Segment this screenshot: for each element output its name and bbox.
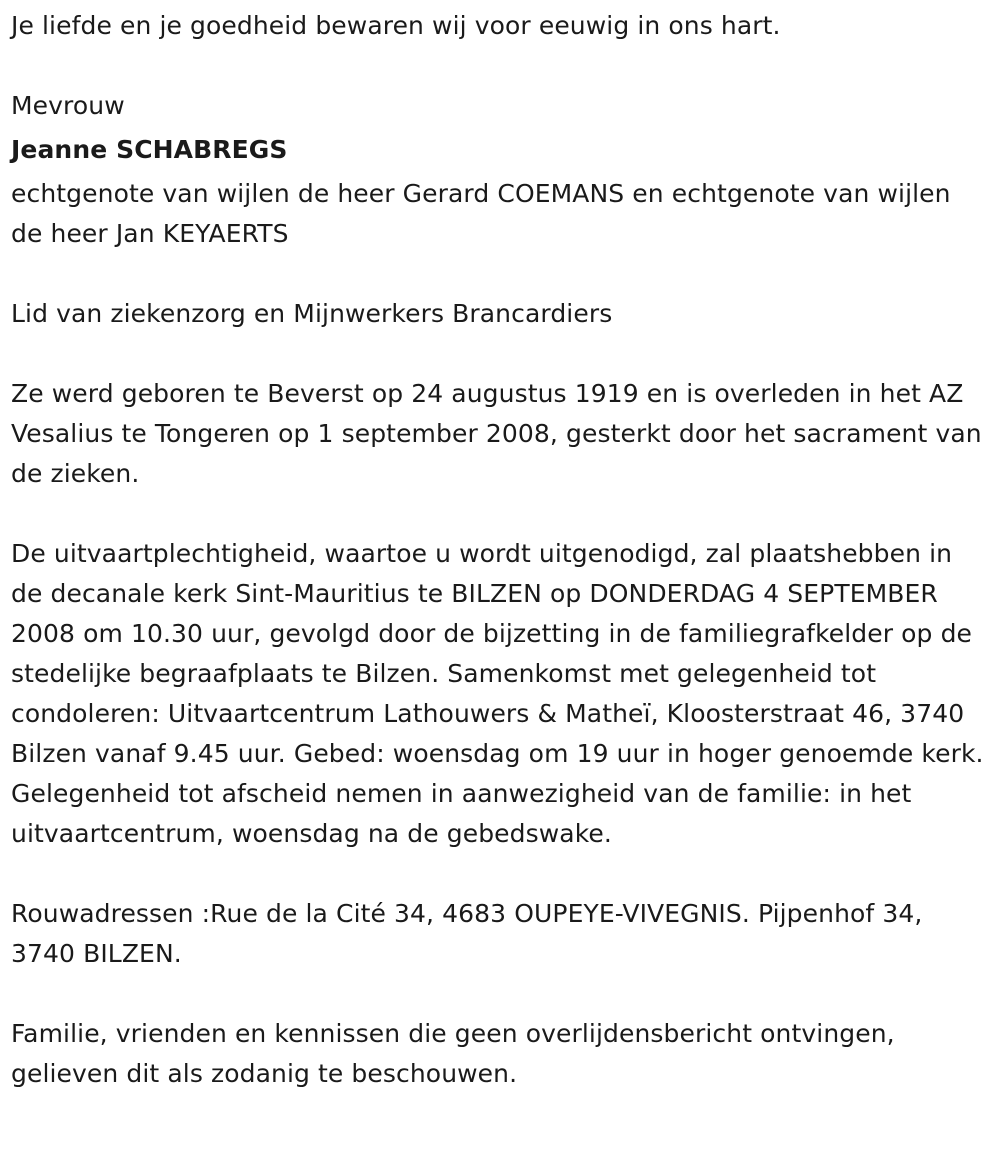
spacer [11, 854, 986, 894]
spacer [11, 494, 986, 534]
spacer [11, 974, 986, 1014]
funeral-text: De uitvaartplechtigheid, waartoe u wordt uitgenodigd, zal plaatshebben in de decanale kerk Sint-Mauritius te BILZEN op DONDERDAG 4 SEPTEMBER 2008 om 10.30 uur, gevolgd door de bijzetting in de familiegrafkelder op de stedelijke begraafplaats te Bilzen. Samenkomst met gelegenheid tot condoleren: Uitvaartcentrum Lathouwers & Matheï, Kloosterstraat 46, 3740 Bilzen vanaf 9.45 uur. Gebed: woensdag om 19 uur in hoger genoemde kerk. Gelegenheid tot afscheid nemen in aanwezigheid van de familie: in het uitvaartcentrum, woensdag na de gebedswake. [11, 539, 984, 848]
relation-text: echtgenote van wijlen de heer Gerard COEMANS en echtgenote van wijlen de heer Jan KEYAERTS [11, 179, 951, 248]
obituary-notice [11, 6, 986, 1094]
addresses-text: Rouwadressen :Rue de la Cité 34, 4683 OUPEYE-VIVEGNIS. Pijpenhof 34, 3740 BILZEN. [11, 899, 923, 968]
spacer [11, 334, 986, 374]
intro-text: Je liefde en je goedheid bewaren wij voor eeuwig in ons hart. [11, 11, 781, 40]
salutation: Mevrouw [11, 91, 125, 120]
membership-text: Lid van ziekenzorg en Mijnwerkers Brancardiers [11, 299, 613, 328]
spacer [11, 254, 986, 294]
closing-text: Familie, vrienden en kennissen die geen overlijdensbericht ontvingen, gelieven dit als zodanig te beschouwen. [11, 1019, 895, 1088]
birth-death-text: Ze werd geboren te Beverst op 24 augustus 1919 en is overleden in het AZ Vesalius te Tongeren op 1 september 2008, gesterkt door het sacrament van de zieken. [11, 379, 982, 488]
deceased-name: Jeanne SCHABREGS [11, 135, 288, 164]
